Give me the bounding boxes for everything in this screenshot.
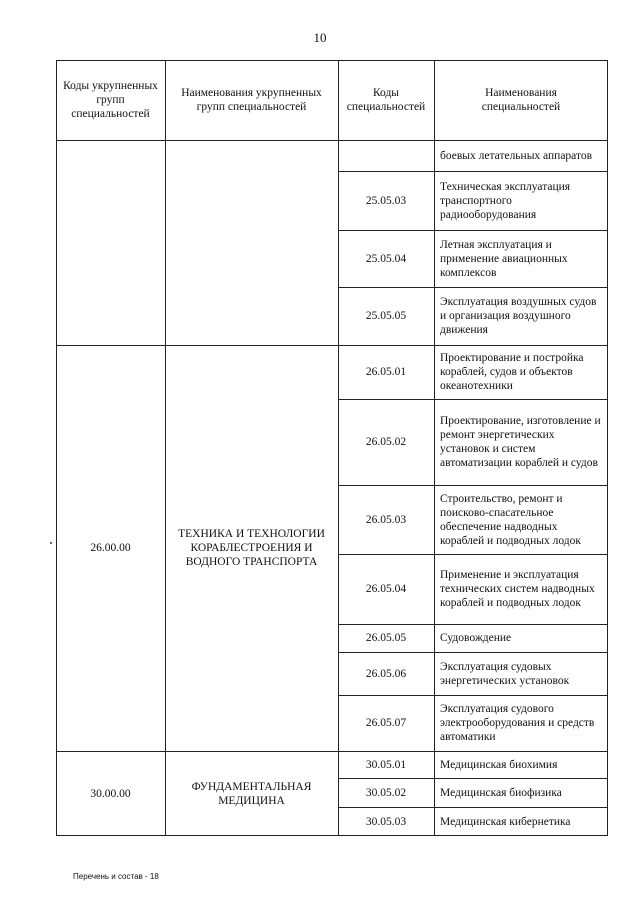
spec-name: Проектирование, изготовление и ремонт энергетических установок и систем автоматизации кораблей и судов — [440, 415, 601, 469]
row-divider — [338, 287, 608, 288]
spec-name: Строительство, ремонт и поисково-спасательное обеспечение надводных кораблей и подводных лодок — [440, 492, 581, 547]
group-name: ФУНДАМЕНТАЛЬНАЯ МЕДИЦИНА — [191, 780, 312, 807]
row-divider — [56, 751, 608, 752]
row-divider — [338, 652, 608, 653]
spec-code: 26.05.03 — [365, 513, 407, 526]
spec-code: 25.05.03 — [365, 194, 407, 207]
spec-name: Медицинская биохимия — [440, 758, 558, 771]
column-divider — [338, 60, 339, 836]
row-divider — [338, 554, 608, 555]
spec-name: Эксплуатация судового электрооборудования и средств автоматики — [440, 703, 595, 743]
column-divider — [165, 60, 166, 836]
spec-code: 25.05.05 — [365, 310, 407, 322]
spec-code: 26.05.05 — [365, 632, 407, 644]
spec-name: Применение и эксплуатация технических систем надводных кораблей и подводных лодок — [440, 569, 595, 609]
table-border — [607, 60, 608, 836]
spec-code: 30.05.01 — [365, 758, 407, 771]
row-divider — [338, 485, 608, 486]
spec-code: 26.05.01 — [365, 366, 407, 378]
group-code: 30.00.00 — [90, 787, 131, 800]
spec-name: боевых летательных аппаратов — [440, 149, 593, 162]
header-group-codes: Коды укрупненных групп специальностей — [63, 80, 158, 120]
spec-name: Судовождение — [440, 632, 512, 644]
spec-code: 30.05.02 — [365, 786, 407, 799]
row-divider — [338, 624, 608, 625]
row-divider — [56, 345, 608, 346]
spec-code: 25.05.04 — [365, 252, 407, 265]
table-border — [56, 60, 57, 836]
group-code: 26.00.00 — [90, 542, 131, 554]
spec-name: Медицинская кибернетика — [440, 815, 571, 828]
spec-code: 26.05.04 — [365, 583, 407, 595]
row-divider — [338, 807, 608, 808]
row-divider — [56, 140, 608, 141]
spec-name: Медицинская биофизика — [440, 786, 562, 799]
row-divider — [338, 399, 608, 400]
footer-note: Перечень и состав - 18 — [73, 872, 159, 881]
table-border — [56, 835, 608, 836]
column-divider — [434, 60, 435, 836]
row-divider — [338, 695, 608, 696]
header-spec-names: Наименования специальностей — [481, 87, 561, 113]
row-divider — [338, 171, 608, 172]
spec-name: Эксплуатация судовых энергетических установок — [440, 660, 570, 687]
spec-name: Проектирование и постройка кораблей, судов и объектов океанотехники — [440, 352, 584, 392]
spec-name: Техническая эксплуатация транспортного радиооборудования — [440, 180, 571, 221]
spec-code: 26.05.06 — [365, 667, 407, 680]
table-border — [56, 60, 608, 61]
spec-name: Летная эксплуатация и применение авиационных комплексов — [440, 238, 568, 279]
stray-mark — [50, 542, 52, 544]
header-group-names: Наименования укрупненных групп специальностей — [181, 87, 322, 113]
header-spec-codes: Коды специальностей — [346, 87, 426, 113]
spec-code: 30.05.03 — [365, 815, 407, 828]
specialties-table — [56, 60, 608, 836]
row-divider — [338, 230, 608, 231]
page-number: 10 — [313, 30, 327, 45]
group-name: ТЕХНИКА И ТЕХНОЛОГИИ КОРАБЛЕСТРОЕНИЯ И ВОДНОГО ТРАНСПОРТА — [178, 528, 325, 568]
row-divider — [338, 778, 608, 779]
spec-name: Эксплуатация воздушных судов и организация воздушного движения — [440, 296, 597, 336]
spec-code: 26.05.07 — [365, 717, 407, 729]
spec-code: 26.05.02 — [365, 436, 407, 448]
